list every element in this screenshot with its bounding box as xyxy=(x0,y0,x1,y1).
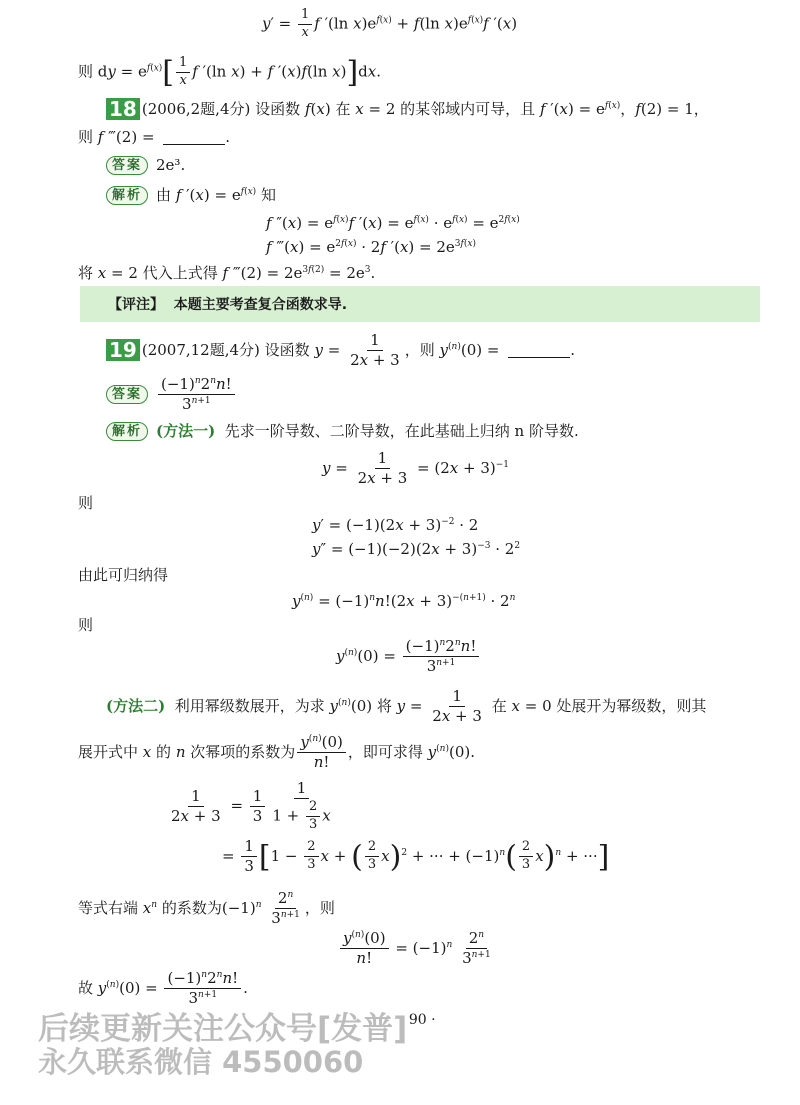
text-induce: 由此可归纳得 xyxy=(78,566,169,584)
formula-dy: 则 dy = $e^{f(x)}$[ $\frac{1}{x}$ f ′(ln x) + f ′(x)f(ln x)]dx. xyxy=(78,54,382,90)
solution-tag: 解析 xyxy=(106,186,148,205)
problem-18-solution: 解析 由 f $'(x) = e^{f(x)}$ 知 xyxy=(106,186,276,205)
formula-expansion-1: $\frac{1}{2x + 3}$ = $\frac{1}{3}$ 1 1 + $\frac{2}{3}$ x xyxy=(171,779,331,833)
formula-third-derivative: f ‴(x) = $e^{2f(x)} \cdot 2f$ $'(x) = 2e^{3f(x)}$ xyxy=(266,238,476,256)
formula-coef-equality: $\frac{y^{(n)}(0)}{n!}$ = $(-1)^n$ $\frac{2^n}{3^{n+1}}$ xyxy=(338,930,496,968)
solution-tag: 解析 xyxy=(106,422,148,441)
problem-19-stem: 19 (2007,12题,4分) 设函数 y = $\frac{1}{2x + 3}$ ，则 $y^{(n)}(0)$ = . xyxy=(106,332,575,370)
answer-tag: 答案 xyxy=(106,385,148,404)
problem-18-conclusion: 将 x = 2 代入上式得 f ‴(2) = $2e^{3f(2)} = 2e^3$. xyxy=(78,264,376,282)
problem-number-badge: 18 xyxy=(106,98,140,120)
method-2-cont: 展开式中 x 的 n 次幂项的系数为 $\frac{y^{(n)}(0)}{n!}$ ，即可求得 $y^{(n)}(0)$. xyxy=(78,733,475,772)
answer-blank xyxy=(163,130,225,145)
formula-yn0: $y^{(n)}(0)$ = $\frac{(-1)^n2^nn!}{3^{n+1}}$ xyxy=(336,638,481,676)
answer-tag: 答案 xyxy=(106,156,148,175)
answer-blank xyxy=(508,343,570,358)
formula-expansion-2: = $\frac{1}{3}$ [1 − $\frac{2}{3}$ x + ( $\frac{2}{3}$ x)$^2$ + ··· + $(-1)^n$( $\frac{2}{3}$ x)$^n$ + ···] xyxy=(222,837,610,876)
problem-number-badge: 19 xyxy=(106,339,140,361)
problem-18-answer: 答案 2e³. xyxy=(106,156,185,175)
method-2: (方法二) 利用幂级数展开，为求 $y^{(n)}(0)$ 将 y = $\frac{1}{2x + 3}$ 在 x = 0 处展开为幂级数，则其 xyxy=(106,687,707,726)
formula-second-derivative: f $''(x) = e^{f(x)}f$ $'(x) = e^{f(x)} \cdot e^{f(x)} = e^{2f(x)}$ xyxy=(266,214,520,232)
text-then-2: 则 xyxy=(78,616,94,634)
page-number: · 90 · xyxy=(400,1012,436,1028)
coefficient-line: 等式右端 $x^n$ 的系数为$(-1)^n$ $\frac{2^n}{3^{n+1}}$ ，则 xyxy=(78,889,335,928)
formula-y-reciprocal: y = $\frac{1}{2x + 3}$ = $(2x + 3)^{-1}$ xyxy=(322,449,510,488)
watermark-line-2: 永久联系微信 4550060 xyxy=(38,1045,364,1079)
problem-18-stem-cont: 则 f ‴(2) = . xyxy=(78,128,231,146)
watermark-line-1: 后续更新关注公众号[发普] xyxy=(38,1011,408,1047)
comment-text: 【评注】 本题主要考查复合函数求导. xyxy=(108,297,348,313)
formula-y-prime: y′ = $\frac{1}{x}$ f ′(ln $x)e^{f(x)} + f(\ln$ $x)e^{f(x)}f$ ′(x) xyxy=(262,7,518,40)
problem-18-stem: 18 (2006,2题,4分) 设函数 f(x) 在 x = 2 的某邻域内可导，且 f $'(x) = e^{f(x)}$，f(2) = 1， xyxy=(106,98,709,120)
method-1: 解析 (方法一) 先求一阶导数、二阶导数，在此基础上归纳 n 阶导数. xyxy=(106,422,579,441)
text-then-1: 则 xyxy=(78,494,94,512)
formula-yn: $y^{(n)} = (-1)^nn!(2x + 3)^{-(n+1)} \cdot 2^n$ xyxy=(292,592,516,610)
final-result: 故 $y^{(n)}(0)$ = $\frac{(-1)^n2^nn!}{3^{n+1}}$ . xyxy=(78,969,248,1008)
formula-y1: $y' = (-1)(2x + 3)^{-2} \cdot 2$ xyxy=(312,516,479,534)
problem-19-answer: 答案 $\frac{(-1)^n2^nn!}{3^{n+1}}$ xyxy=(106,376,237,414)
formula-y2: $y'' = (-1)(-2)(2x + 3)^{-3} \cdot 2^2$ xyxy=(312,540,521,558)
